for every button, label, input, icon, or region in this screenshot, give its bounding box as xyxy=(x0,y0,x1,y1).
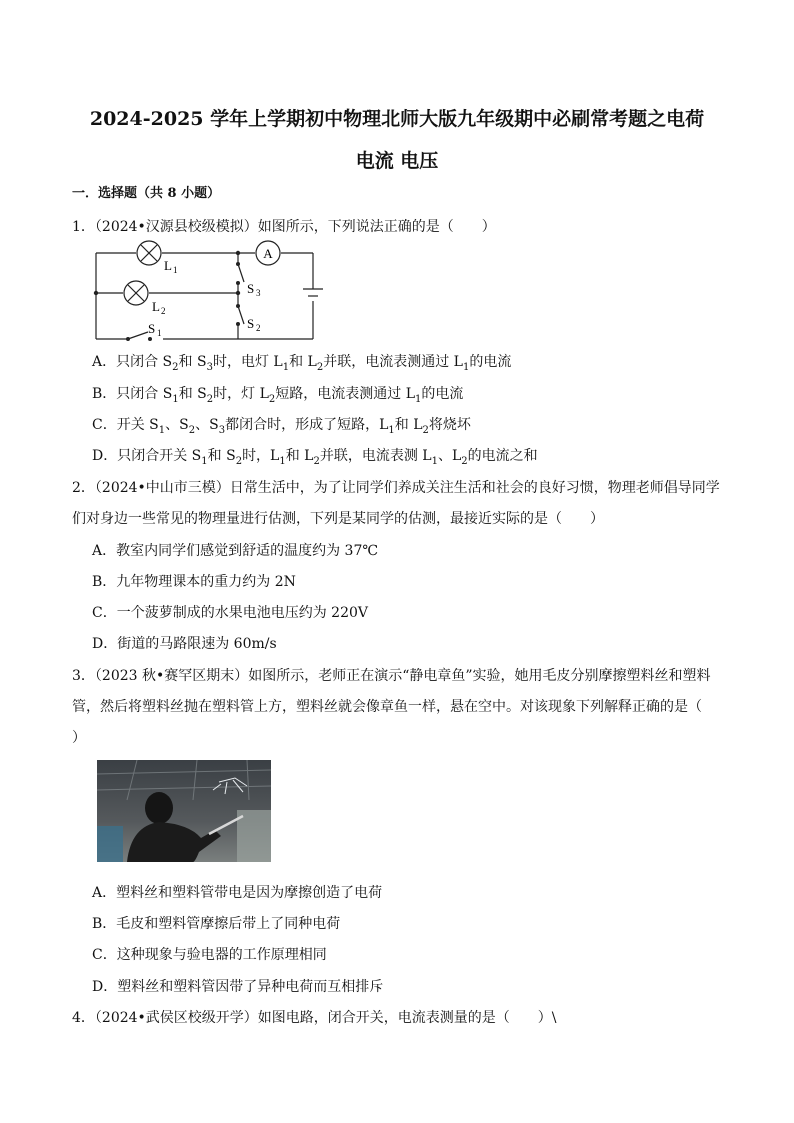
label-l2: L xyxy=(152,299,160,314)
label-s1-sub: 1 xyxy=(157,328,162,338)
label-s3: S xyxy=(247,281,255,296)
question-1-option-c: C．开关 $S_1$、$S_2$、$S_3$都闭合时，形成了短路，$L_1$和 $L_2$将烧坏 xyxy=(92,417,471,436)
paper-title-line-2: 电流 电压 xyxy=(355,150,439,172)
question-1-option-d: D．只闭合开关 $S_1$和 $S_2$时，$L_1$和 $L_2$并联，电流表测 $L_1$、$L_2$的电流之和 xyxy=(92,448,538,467)
label-l1: L xyxy=(164,258,172,273)
question-2-option-d: D．街道的马路限速为 60m/s xyxy=(92,636,277,652)
lamp-l1-icon xyxy=(137,241,161,265)
question-2-option-a: A．教室内同学们感觉到舒适的温度约为 37℃ xyxy=(92,543,379,559)
question-1-stem: 1．（2024•汉源县校级模拟）如图所示，下列说法正确的是（ ） xyxy=(72,219,496,235)
question-2-option-c: C．一个菠萝制成的水果电池电压约为 220V xyxy=(92,605,368,621)
label-l2-sub: 2 xyxy=(161,306,166,316)
question-3-stem-line-1: 3．（2023 秋•赛罕区期末）如图所示，老师正在演示“静电章鱼”实验，她用毛皮分别摩擦塑料丝和塑料 xyxy=(72,668,711,684)
question-2-stem-line-2: 们对身边一些常见的物理量进行估测，下列是某同学的估测，最接近实际的是（ ） xyxy=(72,511,604,527)
ammeter-icon xyxy=(256,241,280,265)
question-3-option-b: B．毛皮和塑料管摩擦后带上了同种电荷 xyxy=(92,916,341,932)
label-s1: S xyxy=(148,321,156,336)
question-3-option-a: A．塑料丝和塑料管带电是因为摩擦创造了电荷 xyxy=(92,885,383,901)
label-s2-sub: 2 xyxy=(256,323,261,333)
question-3-option-c: C．这种现象与验电器的工作原理相同 xyxy=(92,947,327,963)
ammeter-label: A xyxy=(263,246,273,261)
question-3-photo xyxy=(97,760,271,862)
label-s2: S xyxy=(247,316,255,331)
label-l1-sub: 1 xyxy=(173,265,178,275)
paper-title-line-1: 2024-2025 学年上学期初中物理北师大版九年级期中必刷常考题之电荷 xyxy=(89,108,705,130)
question-1-option-a: A．只闭合 $S_2$和 $S_3$时，电灯 $L_1$和 $L_2$并联，电流表测通过 $L_1$的电流 xyxy=(92,354,512,373)
question-3-stem-line-2: 管，然后将塑料丝抛在塑料管上方，塑料丝就会像章鱼一样，悬在空中。对该现象下列解释正确的是（ xyxy=(72,699,702,715)
question-2-stem-line-1: 2．（2024•中山市三模）日常生活中，为了让同学们养成关注生活和社会的良好习惯，物理老师倡导同学 xyxy=(72,480,720,496)
lamp-l2-icon xyxy=(124,281,148,305)
label-s3-sub: 3 xyxy=(256,288,261,298)
question-3-stem-line-3: ） xyxy=(72,730,86,746)
question-4-stem: 4．（2024•武侯区校级开学）如图电路，闭合开关，电流表测量的是（ ）\ xyxy=(72,1010,557,1026)
question-1-option-b: B．只闭合 $S_1$和 $S_2$时，灯 $L_2$短路，电流表测通过 $L_1$的电流 xyxy=(92,386,464,405)
question-3-option-d: D．塑料丝和塑料管因带了异种电荷而互相排斥 xyxy=(92,979,384,995)
question-1-circuit-diagram xyxy=(88,236,328,346)
question-2-option-b: B．九年物理课本的重力约为 2N xyxy=(92,574,296,590)
section-heading: 一．选择题（共 8 小题） xyxy=(72,186,221,201)
